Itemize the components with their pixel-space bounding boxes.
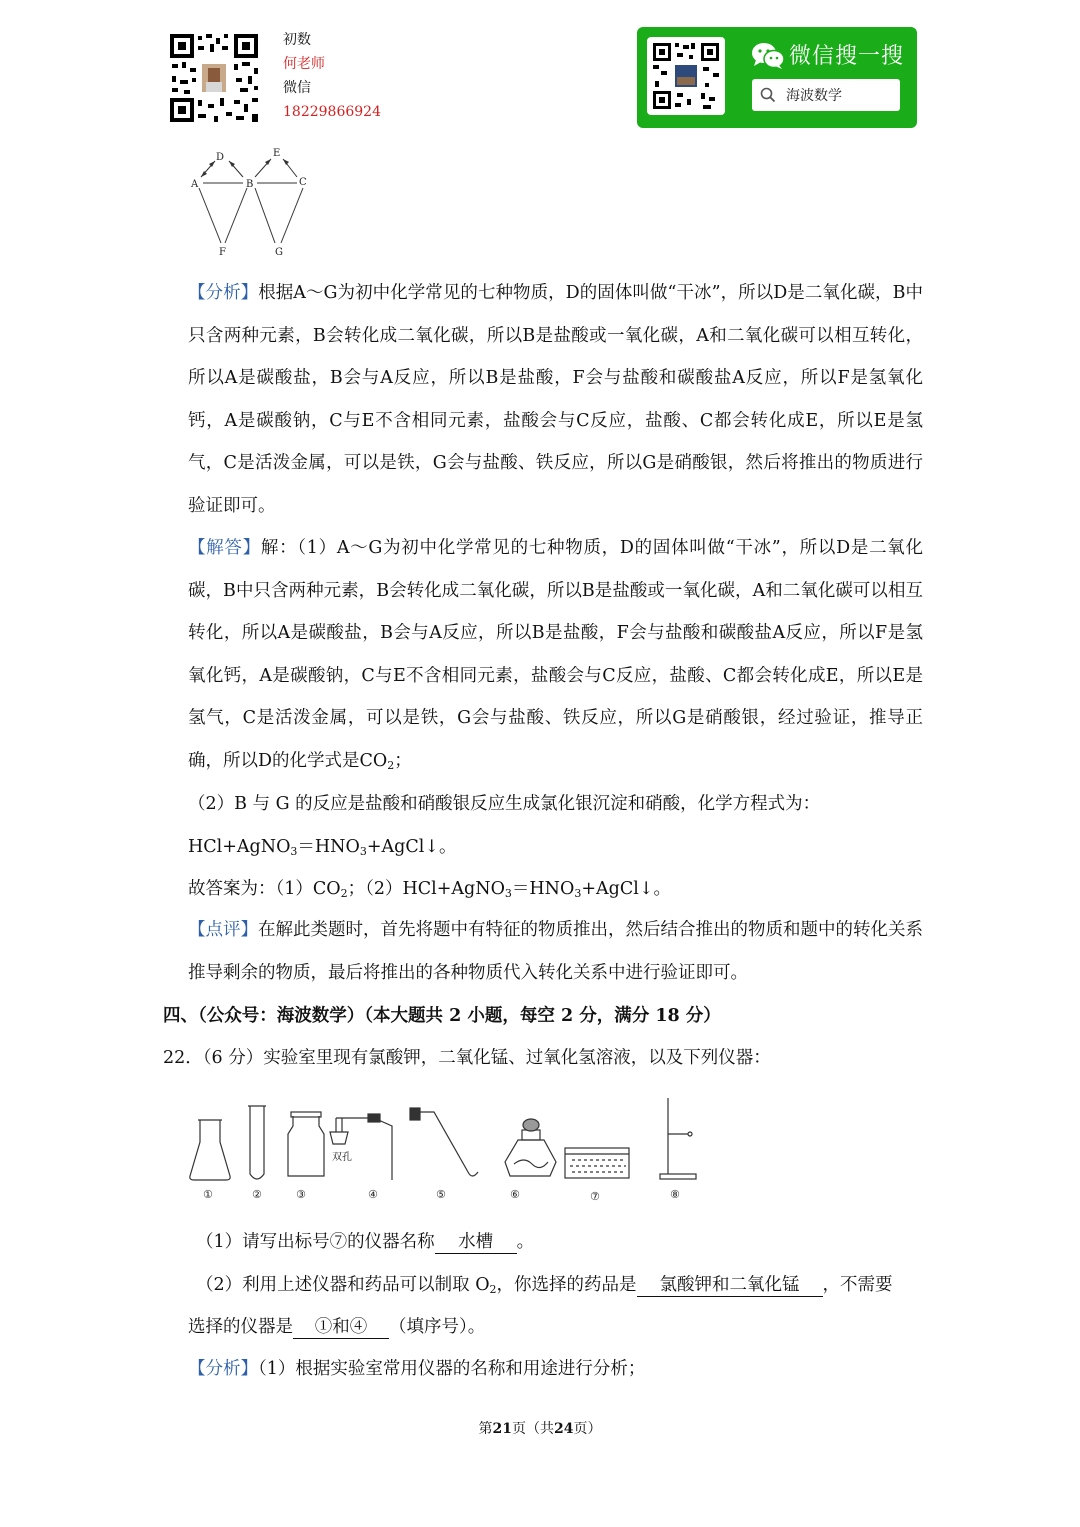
apparatus-illustration: [180, 1092, 710, 1210]
apparatus-label-8: ⑧: [670, 1188, 680, 1201]
solution-text-end: ；: [394, 750, 412, 771]
part1-text: （1）请写出标号⑦的仪器名称: [196, 1232, 435, 1252]
apparatus-label-1: ①: [203, 1188, 213, 1201]
comment-tag: 【点评】: [188, 920, 258, 940]
apparatus-label-6: ⑥: [510, 1188, 520, 1201]
part2-text-d: 选择的仪器是: [188, 1317, 293, 1337]
page-number: 21: [492, 1421, 512, 1437]
relation-diagram: [185, 143, 315, 258]
apparatus-label-7: ⑦: [590, 1190, 600, 1203]
wechat-search-text: 海波数学: [786, 88, 842, 104]
node-b: B: [246, 179, 254, 190]
stopper-label: 双孔: [332, 1152, 352, 1163]
question-22-analysis: [188, 1357, 645, 1381]
part2-text-c: ，不需要: [822, 1275, 893, 1295]
question-22-part1: [196, 1230, 534, 1254]
part2-answer-2: ①和④: [293, 1316, 389, 1339]
wechat-search-box[interactable]: [752, 79, 900, 111]
alcohol-lamp-icon: [505, 1119, 556, 1176]
contact-info: [283, 28, 381, 124]
solution-subscript: 2: [387, 758, 395, 772]
comment-paragraph: [188, 909, 923, 994]
node-c: C: [299, 177, 307, 188]
equation-part-c: +AgCl↓。: [366, 837, 457, 857]
part2-text-a: （2）利用上述仪器和药品可以制取 O: [196, 1275, 490, 1295]
answer-part-d: +AgCl↓。: [581, 879, 671, 899]
contact-teacher: 何老师: [283, 56, 325, 72]
apparatus-label-4: ④: [368, 1188, 378, 1201]
q22-analysis-text: （1）根据实验室常用仪器的名称和用途进行分析；: [258, 1359, 646, 1379]
part1-end: 。: [516, 1232, 535, 1252]
delivery-tube-icon: [410, 1108, 478, 1176]
solution-text: 解：（1）A～G为初中化学常见的七种物质，D的固体叫做“干冰”，所以D是二氧化碳，B中只含两种元素，B会转化成二氧化碳，所以B是盐酸或一氧化碳，A和二氧化碳可以相互转化，所以A是碳酸盐，B会与A反应，所以B是盐酸，F会与盐酸和碳酸盐A反应，所以F是氢氧化钙，A是碳酸钠，C与E不含相同元素，盐酸会与C反应，盐酸、C都会转化成E，所以E是氢气，C是活泼金属，可以是铁，G会与盐酸、铁反应，所以G是硝酸银，经过验证，推导正确，所以D的化学式是CO: [188, 538, 923, 771]
conical-flask-icon: [190, 1120, 230, 1180]
water-trough-icon: [565, 1148, 629, 1178]
analysis-tag: 【分析】: [188, 283, 259, 303]
question-22-part2: [196, 1273, 893, 1297]
comment-text: 在解此类题时，首先将题中有特征的物质推出，然后结合推出的物质和题中的转化关系推导剩余的物质，最后将推出的各种物质代入转化关系中进行验证即可。: [188, 920, 923, 983]
equation-line: [188, 835, 457, 859]
part2-answer-1: 氯酸钾和二氧化锰: [637, 1274, 823, 1297]
section-heading: 四、（公众号：海波数学）（本大题共 2 小题，每空 2 分，满分 18 分）: [163, 1006, 721, 1026]
test-tube-icon: [248, 1106, 266, 1179]
apparatus-label-5: ⑤: [436, 1188, 446, 1201]
node-e: E: [273, 148, 281, 159]
node-d: D: [216, 152, 225, 163]
equation-sub-1: 3: [290, 845, 298, 858]
equation-part-a: HCl+AgNO: [188, 837, 291, 857]
part1-answer: 水槽: [435, 1231, 517, 1254]
gas-jar-icon: [288, 1112, 324, 1176]
node-g: G: [275, 247, 283, 258]
answer-sub-3: 3: [574, 887, 582, 900]
answer-part-c: ＝HNO: [511, 879, 575, 899]
question-22-stem: 22．（6 分）实验室里现有氯酸钾，二氧化锰、过氧化氢溶液，以及下列仪器：: [163, 1048, 771, 1068]
answer-part-b: ；（2）HCl+AgNO: [347, 879, 505, 899]
contact-wechat-label: 微信: [283, 80, 311, 96]
double-hole-stopper-icon: [330, 1114, 392, 1180]
analysis-text: 根据A～G为初中化学常见的七种物质，D的固体叫做“干冰”，所以D是二氧化碳，B中只含两种元素，B会转化成二氧化碳，所以B是盐酸或一氧化碳，A和二氧化碳可以相互转化，所以A是碳酸盐，B会与A反应，所以B是盐酸，F会与盐酸和碳酸盐A反应，所以F是氢氧化钙，A是碳酸钠，C与E不含相同元素，盐酸会与C反应，盐酸、C都会转化成E，所以E是氢气，C是活泼金属，可以是铁，G会与盐酸、铁反应，所以G是硝酸银，然后将推出的物质进行验证即可。: [188, 283, 924, 516]
node-a: A: [191, 179, 199, 190]
wechat-search-banner: [637, 27, 917, 128]
footer-b: 页（共: [512, 1421, 554, 1437]
wechat-logo-icon: [751, 41, 785, 71]
part2-text-b: ，你选择的药品是: [496, 1275, 637, 1295]
apparatus-label-3: ③: [296, 1188, 306, 1201]
page-total: 24: [554, 1421, 574, 1437]
page-footer: [0, 1418, 1080, 1438]
answer-sub-2: 3: [504, 887, 512, 900]
node-f: F: [219, 247, 226, 258]
part2-text-e: （填序号）。: [389, 1317, 486, 1337]
apparatus-label-2: ②: [252, 1188, 262, 1201]
solution-part2: （2）B 与 G 的反应是盐酸和硝酸银反应生成氯化银沉淀和硝酸，化学方程式为：: [188, 794, 821, 814]
equation-sub-2: 3: [359, 845, 367, 858]
contact-subject: 初数: [283, 32, 311, 48]
iron-stand-icon: [660, 1098, 696, 1179]
answer-line: [188, 877, 671, 901]
question-22-part2-cont: [188, 1315, 485, 1339]
qr-code-left: [168, 32, 260, 124]
wechat-qr-code: [647, 37, 725, 115]
footer-a: 第: [478, 1421, 493, 1437]
wechat-search-title: 微信搜一搜: [789, 44, 905, 69]
analysis-paragraph: [188, 272, 923, 527]
contact-phone: 18229866924: [283, 104, 381, 120]
search-icon: [760, 87, 776, 103]
equation-part-b: ＝HNO: [297, 837, 360, 857]
answer-sub-1: 2: [340, 887, 348, 900]
footer-c: 页）: [573, 1421, 602, 1437]
part2-subscript: 2: [489, 1283, 497, 1296]
q22-analysis-tag: 【分析】: [188, 1359, 258, 1379]
solution-paragraph: [188, 527, 923, 782]
answer-part-a: 故答案为：（1）CO: [188, 879, 341, 899]
solution-tag: 【解答】: [188, 538, 261, 558]
